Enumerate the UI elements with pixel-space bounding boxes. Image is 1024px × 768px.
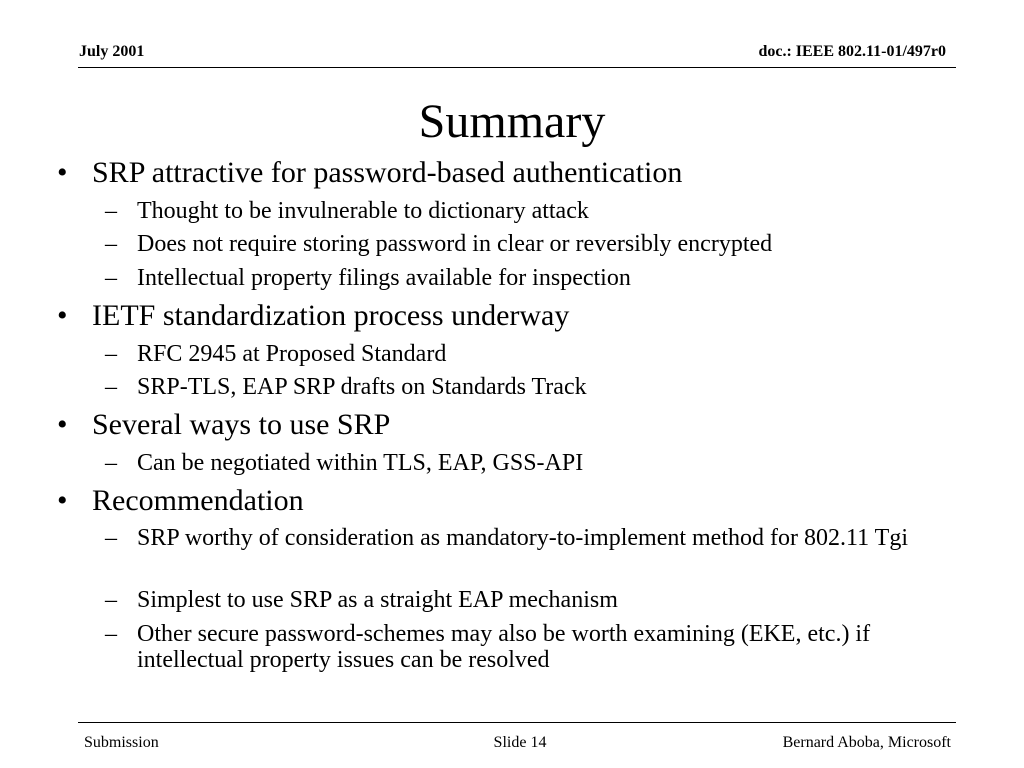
header-date: July 2001 <box>79 43 145 60</box>
sub-bullet-text: Simplest to use SRP as a straight EAP mechanism <box>137 587 618 613</box>
sub-bullet-text: Other secure password-schemes may also be worth examining (EKE, etc.) if intellectual property issues can be resolved <box>137 621 871 673</box>
footer-author: Bernard Aboba, Microsoft <box>782 734 951 751</box>
bullet-text: SRP attractive for password-based authentication <box>92 156 683 189</box>
bullet-text: Several ways to use SRP <box>92 408 391 441</box>
dash-marker: – <box>105 525 117 551</box>
sub-bullet-text: Can be negotiated within TLS, EAP, GSS-API <box>137 450 584 476</box>
sub-bullet-text: Intellectual property filings available for inspection <box>137 265 631 291</box>
dash-marker: – <box>105 198 117 224</box>
dash-marker: – <box>105 587 117 613</box>
dash-marker: – <box>105 621 117 647</box>
sub-bullet-text: SRP-TLS, EAP SRP drafts on Standards Track <box>137 374 587 400</box>
header-divider <box>78 67 956 68</box>
bullet-marker: • <box>57 484 68 517</box>
dash-marker: – <box>105 450 117 476</box>
slide-title: Summary <box>418 95 606 148</box>
sub-bullet-text: SRP worthy of consideration as mandatory-to-implement method for 802.11 Tgi <box>137 525 908 551</box>
dash-marker: – <box>105 341 117 367</box>
footer-divider <box>78 722 956 723</box>
bullet-marker: • <box>57 299 68 332</box>
sub-bullet-text: Does not require storing password in clear or reversibly encrypted <box>137 231 773 257</box>
header-doc-id: doc.: IEEE 802.11-01/497r0 <box>758 43 946 60</box>
sub-bullet-text: RFC 2945 at Proposed Standard <box>137 341 447 367</box>
dash-marker: – <box>105 265 117 291</box>
bullet-text: IETF standardization process underway <box>92 299 570 332</box>
slide-number: Slide 14 <box>493 734 547 751</box>
bullet-marker: • <box>57 156 68 189</box>
dash-marker: – <box>105 231 117 257</box>
bullet-marker: • <box>57 408 68 441</box>
sub-bullet-text: Thought to be invulnerable to dictionary attack <box>137 198 589 224</box>
bullet-text: Recommendation <box>92 484 304 517</box>
dash-marker: – <box>105 374 117 400</box>
footer-left: Submission <box>84 734 159 751</box>
